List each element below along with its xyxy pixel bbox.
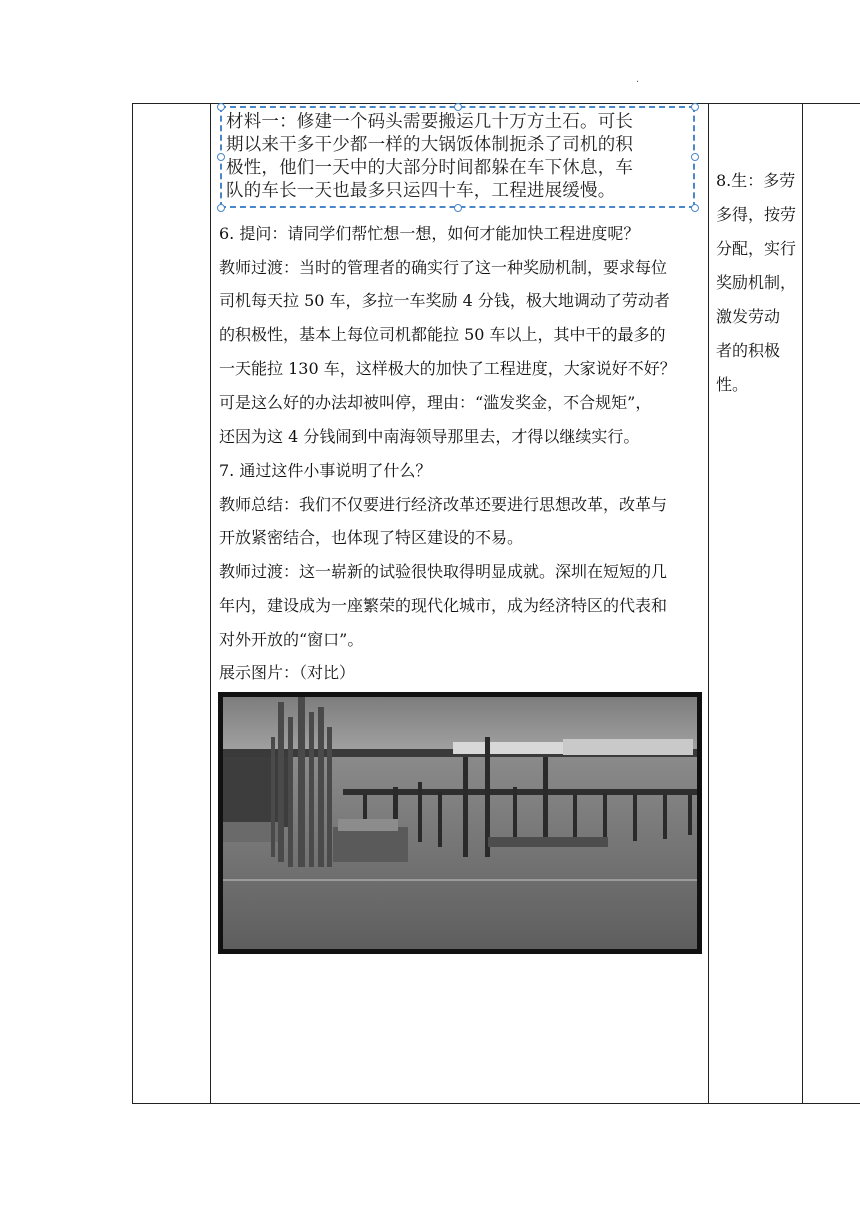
table-divider-2 (708, 103, 709, 1103)
side-text-line: 者的积极 (716, 341, 781, 360)
lesson-text-line: 教师过渡：这一崭新的试验很快取得明显成就。深圳在短短的几 (219, 562, 668, 581)
lesson-text-line: 7. 通过这件小事说明了什么？ (219, 461, 432, 480)
table-divider-3 (802, 103, 803, 1103)
resize-handle[interactable] (691, 204, 699, 212)
material-line: 队的车长一天也最多只运四十车，工程进展缓慢。 (226, 181, 616, 201)
side-text-line: 性。 (716, 375, 749, 394)
side-text-line: 多得，按劳 (716, 205, 797, 224)
lesson-text-line: 开放紧密结合，也体现了特区建设的不易。 (219, 528, 524, 547)
lesson-text-line: 对外开放的“窗口”。 (219, 630, 364, 649)
harbor-photo (218, 692, 702, 954)
resize-handle[interactable] (691, 153, 699, 161)
material-line: 极性，他们一天中的大部分时间都躲在车下休息，车 (226, 158, 634, 178)
lesson-text-line: 司机每天拉 50 车，多拉一车奖励 4 分钱，极大地调动了劳动者 (219, 291, 670, 310)
lesson-text-line: 一天能拉 130 车，这样极大的加快了工程进度，大家说好不好？ (219, 359, 676, 378)
lesson-text-line: 的积极性，基本上每位司机都能拉 50 车以上，其中干的最多的 (219, 325, 666, 344)
side-text-line: 8.生：多劳 (716, 171, 796, 190)
table-border-left (132, 103, 133, 1103)
material-textbox[interactable] (220, 106, 695, 208)
lesson-text-line: 展示图片：（对比） (219, 663, 356, 682)
resize-handle[interactable] (217, 153, 225, 161)
lesson-text-line: 还因为这 4 分钱闹到中南海领导那里去，才得以继续实行。 (219, 427, 640, 446)
material-line: 材料一：修建一个码头需要搬运几十万方土石。可长 (226, 112, 634, 132)
header-mark: . (636, 74, 640, 85)
resize-handle[interactable] (454, 103, 462, 111)
resize-handle[interactable] (217, 103, 225, 111)
harbor-photo-image (223, 697, 697, 949)
lesson-text-line: 教师过渡：当时的管理者的确实行了这一种奖励机制，要求每位 (219, 258, 668, 277)
resize-handle[interactable] (454, 204, 462, 212)
resize-handle[interactable] (217, 204, 225, 212)
lesson-text-line: 年内，建设成为一座繁荣的现代化城市，成为经济特区的代表和 (219, 596, 668, 615)
side-text-line: 奖励机制， (716, 273, 797, 292)
student-activity-column (716, 164, 798, 402)
lesson-text-line: 教师总结：我们不仅要进行经济改革还要进行思想改革，改革与 (219, 495, 668, 514)
resize-handle[interactable] (691, 103, 699, 111)
material-line: 期以来干多干少都一样的大锅饭体制扼杀了司机的积 (226, 135, 634, 155)
table-divider-1 (210, 103, 211, 1103)
side-text-line: 分配，实行 (716, 239, 797, 258)
lesson-text-line: 6. 提问：请同学们帮忙想一想，如何才能加快工程进度呢？ (219, 224, 640, 243)
lesson-text-line: 可是这么好的办法却被叫停，理由：“滥发奖金，不合规矩”， (219, 393, 652, 412)
side-text-line: 激发劳动 (716, 307, 781, 326)
